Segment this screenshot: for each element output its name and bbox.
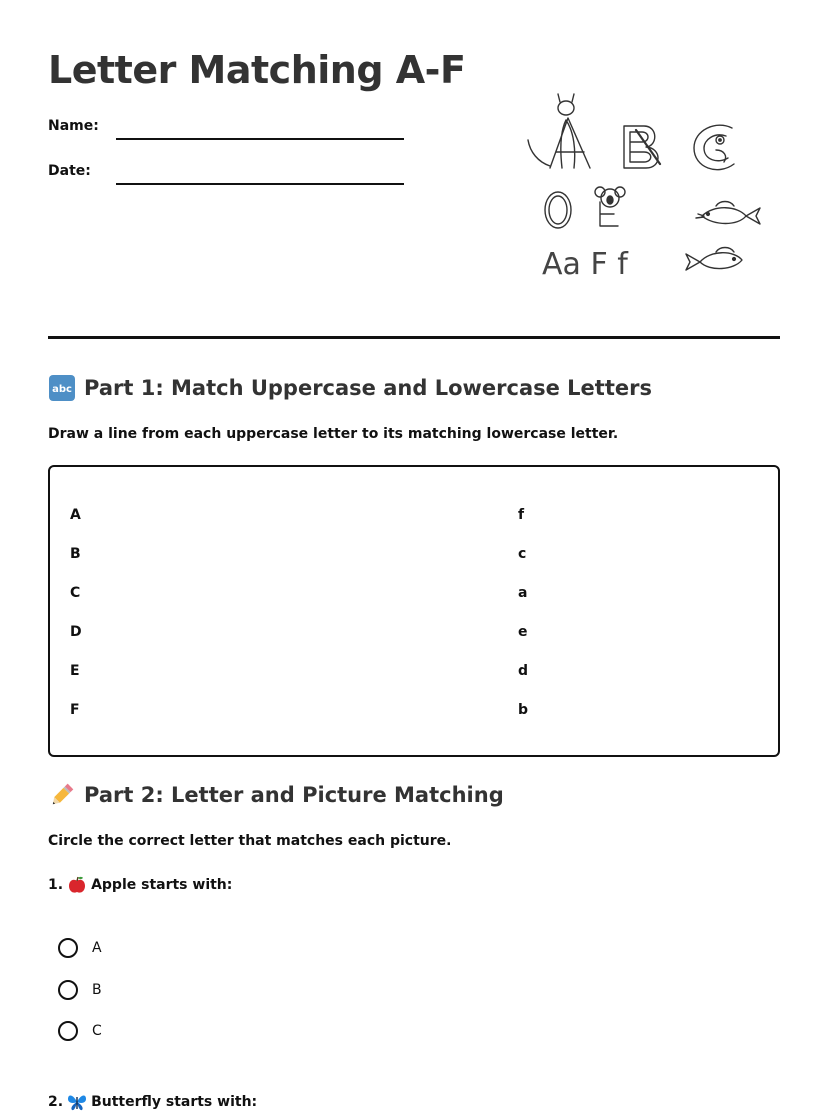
butterfly-icon: [67, 1092, 87, 1112]
matching-box: [48, 465, 780, 757]
fish-icon: [696, 202, 760, 225]
option-c[interactable]: [58, 1021, 102, 1041]
name-label: Name:: [48, 118, 99, 134]
radio-button[interactable]: [58, 980, 78, 1000]
kangaroo-icon: [528, 94, 590, 168]
radio-button[interactable]: [58, 1021, 78, 1041]
letter-o-icon: [545, 192, 571, 228]
question-2: [48, 1092, 257, 1112]
section-divider: [48, 336, 780, 339]
option-label: C: [92, 1023, 102, 1039]
lowercase-letter[interactable]: a: [518, 585, 528, 601]
question-1: [48, 875, 232, 895]
part1-title-text: Part 1: Match Uppercase and Lowercase Letters: [84, 376, 652, 400]
svg-text:abc: abc: [52, 384, 72, 395]
option-b[interactable]: [58, 980, 102, 1000]
page-title: Letter Matching A-F: [48, 48, 466, 92]
alphabet-text: Aa F f: [542, 247, 628, 282]
letter-c-icon: [694, 125, 734, 169]
question-number: 1.: [48, 877, 64, 893]
option-label: A: [92, 940, 102, 956]
part2-title-text: Part 2: Letter and Picture Matching: [84, 783, 504, 807]
part1-instruction: Draw a line from each uppercase letter to its matching lowercase letter.: [48, 426, 619, 442]
alphabet-animals-illustration: [520, 90, 780, 290]
lowercase-letter[interactable]: d: [518, 663, 529, 679]
fish-icon: [686, 248, 742, 271]
lowercase-letter[interactable]: f: [518, 507, 525, 523]
lowercase-letter[interactable]: c: [518, 546, 527, 562]
date-field[interactable]: [116, 183, 404, 185]
name-field[interactable]: [116, 138, 404, 140]
apple-icon: [67, 875, 87, 895]
question-text: Butterfly starts with:: [91, 1094, 258, 1110]
uppercase-letter[interactable]: C: [70, 585, 81, 601]
uppercase-letter[interactable]: A: [70, 507, 81, 523]
letter-b-icon: [624, 126, 660, 168]
uppercase-letter[interactable]: D: [70, 624, 82, 640]
abc-input-icon: [48, 374, 76, 402]
question-text: Apple starts with:: [91, 877, 233, 893]
option-a[interactable]: [58, 938, 102, 958]
uppercase-letter[interactable]: E: [70, 663, 80, 679]
part2-title: [48, 781, 504, 809]
uppercase-letter[interactable]: B: [70, 546, 81, 562]
part2-instruction: Circle the correct letter that matches each picture.: [48, 833, 452, 849]
question-number: 2.: [48, 1094, 64, 1110]
uppercase-letter[interactable]: F: [70, 702, 80, 718]
radio-button[interactable]: [58, 938, 78, 958]
option-label: B: [92, 982, 102, 998]
part1-title: [48, 374, 652, 402]
pencil-icon: [48, 781, 76, 809]
koala-icon: [595, 187, 625, 226]
date-label: Date:: [48, 163, 91, 179]
lowercase-letter[interactable]: e: [518, 624, 528, 640]
lowercase-letter[interactable]: b: [518, 702, 529, 718]
